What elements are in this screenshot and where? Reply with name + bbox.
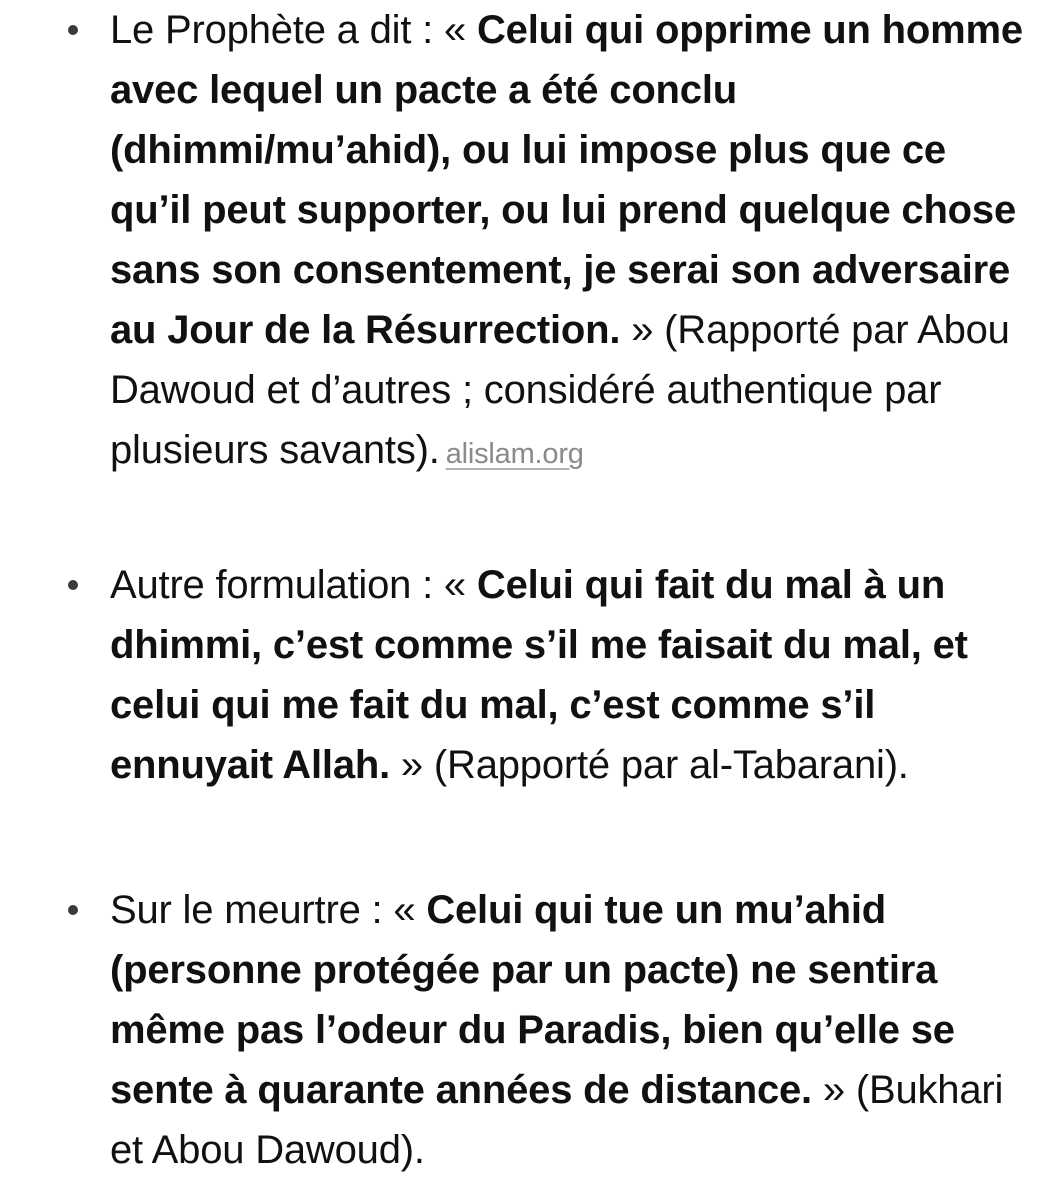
list-item-text — [110, 880, 1025, 1180]
item-citation: » (Bukhari et Abou Dawoud). — [110, 1068, 1004, 1172]
item-citation: » (Rapporté par al-Tabarani). — [390, 743, 909, 787]
list-item-text — [110, 555, 1025, 795]
hadith-quote: Celui qui tue un mu’ahid (personne protégée par un pacte) ne sentira même pas l’odeur du Paradis, bien qu’elle se sente à quarante années de distance. — [110, 888, 955, 1112]
item-intro: Sur le meurtre : « — [110, 888, 427, 932]
list-item-text — [110, 0, 1025, 484]
source-link[interactable]: alislam.org — [445, 438, 584, 470]
hadith-quote: Celui qui opprime un homme avec lequel un pacte a été conclu (dhimmi/mu’ahid), ou lui impose plus que ce qu’il peut supporter, ou lui prend quelque chose sans son consentement, je serai son adversaire au Jour de la Résurrection. — [110, 8, 1023, 352]
item-intro: Le Prophète a dit : « — [110, 8, 477, 52]
list-item — [110, 0, 1025, 484]
item-citation: » (Rapporté par Abou Dawoud et d’autres ; considéré authentique par plusieurs savants). — [110, 308, 1010, 472]
bullet-icon — [68, 580, 78, 590]
bullet-icon — [68, 905, 78, 915]
hadith-quote: Celui qui fait du mal à un dhimmi, c’est comme s’il me faisait du mal, et celui qui me fait du mal, c’est comme s’il ennuyait Allah. — [110, 563, 968, 787]
list-item — [110, 555, 1025, 795]
bullet-icon — [68, 25, 78, 35]
list-item — [110, 880, 1025, 1180]
item-intro: Autre formulation : « — [110, 563, 477, 607]
